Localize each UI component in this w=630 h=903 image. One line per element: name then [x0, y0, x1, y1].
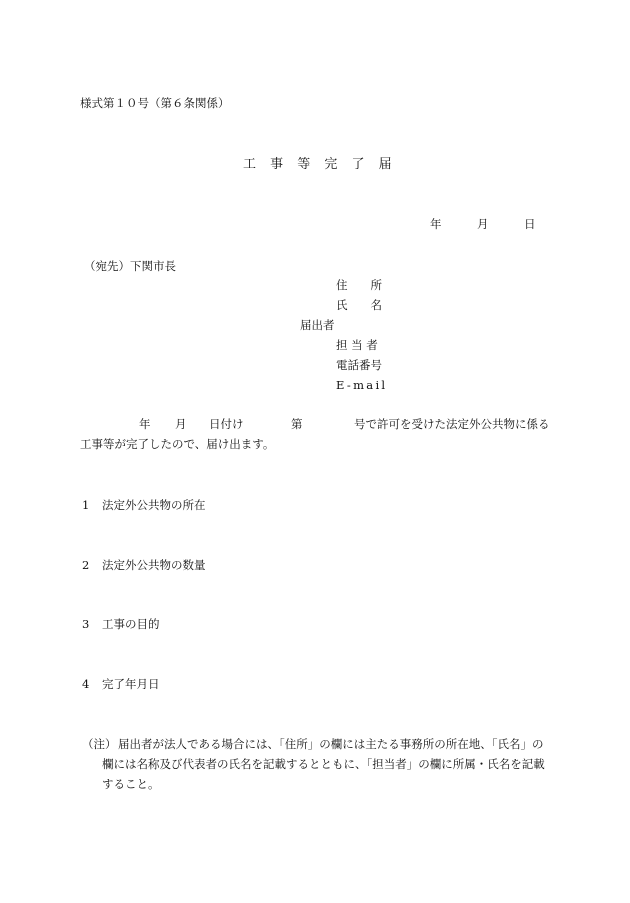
body-line1-rest: 号で許可を受けた法定外公共物に係る — [354, 417, 550, 431]
applicant-address-label: 住 所 — [336, 278, 382, 292]
note-line2: 欄には名称及び代表者の氏名を記載するとともに、「担当者」の欄に所属・氏名を記載 — [102, 757, 545, 771]
date-month: 月 — [477, 217, 489, 231]
applicant-name-label: 氏 名 — [336, 298, 382, 312]
item-number: 3 — [82, 617, 90, 631]
item-label: 法定外公共物の数量 — [102, 558, 206, 572]
document-title: 工 事 等 完 了 届 — [243, 157, 392, 172]
item-label: 完了年月日 — [102, 677, 160, 691]
applicant-email-label: E-mail — [336, 378, 388, 392]
applicant-phone-label: 電話番号 — [336, 358, 382, 372]
body-month: 月 — [175, 417, 187, 431]
item-number: 2 — [82, 558, 90, 572]
body-year: 年 — [139, 417, 151, 431]
body-number-prefix: 第 — [291, 417, 303, 431]
item-number: 4 — [82, 677, 90, 691]
applicant-label: 届出者 — [300, 318, 335, 332]
date-day: 日 — [524, 217, 536, 231]
date-year: 年 — [430, 217, 442, 231]
form-number: 様式第１０号（第６条関係） — [80, 96, 230, 110]
note-line3: すること。 — [102, 777, 160, 791]
note-prefix: （注） — [82, 737, 117, 751]
addressee: （宛先）下関市長 — [84, 259, 176, 273]
body-line2: 工事等が完了したので、届け出ます。 — [80, 437, 275, 451]
item-label: 工事の目的 — [102, 617, 160, 631]
body-dated: 日付け — [209, 417, 244, 431]
item-label: 法定外公共物の所在 — [102, 498, 206, 512]
note-line1: 届出者が法人である場合には、「住所」の欄には主たる事務所の所在地、「氏名」の — [118, 737, 544, 751]
item-number: 1 — [82, 498, 90, 512]
applicant-contact-label: 担 当 者 — [336, 338, 378, 352]
